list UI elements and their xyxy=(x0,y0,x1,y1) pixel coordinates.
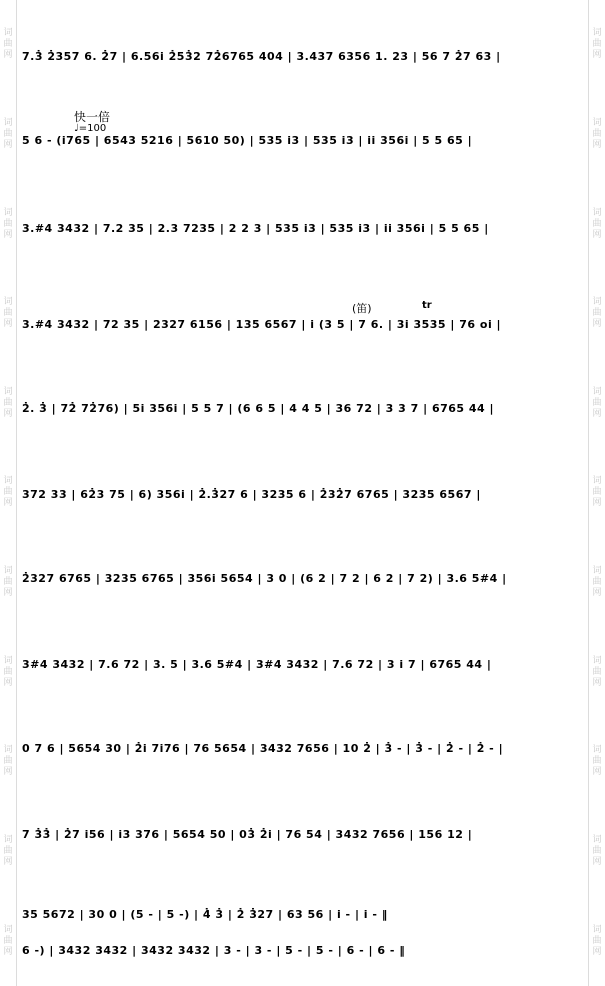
watermark-block: 词 曲 网 xyxy=(592,566,602,599)
watermark-block: 词 曲 网 xyxy=(592,924,602,957)
score-row xyxy=(22,360,583,446)
notation-line: 35 5672 | 30 0 | (5 - | 5 -) | 4̇ 3̇ | 2̇ 3̇27 | 63 56 | i - | i - ‖ xyxy=(22,908,388,921)
watermark-block: 词 曲 网 xyxy=(592,297,602,330)
score-row xyxy=(22,616,583,702)
score-row xyxy=(22,786,583,872)
tempo-marking: 快一倍 xyxy=(74,110,111,124)
watermark-block: 词 曲 网 xyxy=(592,745,602,778)
notation-line: 0 7 6 | 5654 30 | 2̇i 7i76 | 76 5654 | 3432 7656 | 10 2̇ | 3̇ - | 3̇ - | 2̇ - | 2̇ - | xyxy=(22,742,504,755)
notation-line: 7 3̇3̇ | 2̇7 i56 | i3 376 | 5654 50 | 03̇ 2̇i | 76 54 | 3432 7656 | 156 12 | xyxy=(22,828,473,841)
notation-line: 372 33 | 62̇3 75 | 6) 356i | 2̇.3̇27 6 | 3235 6 | 2̇32̇7 6765 | 3235 6567 | xyxy=(22,488,481,501)
notation-line: 2̇. 3̇ | 72̇ 72̇76) | 5i 356i | 5 5 7 | (6 6 5 | 4 4 5 | 36 72 | 3 3 7 | 6765 44 | xyxy=(22,402,495,415)
watermark-block: 词 曲 网 xyxy=(3,386,13,419)
notation-line: 2̇327 6765 | 3235 6765 | 356i 5654 | 3 0 | (6 2 | 7 2 | 6 2 | 7 2) | 3.6 5#4 | xyxy=(22,572,507,585)
watermark-block: 词 曲 网 xyxy=(3,207,13,240)
watermark-block: 词 曲 网 xyxy=(3,117,13,150)
trill-mark: tr xyxy=(422,300,432,311)
notation-line: 7.3̇ 2̇357 6. 2̇7 | 6.56i 2̇53̇2 72̇6765 404 | 3.437 6356 1. 23 | 56 7 2̇7 63 | xyxy=(22,50,501,63)
score-row xyxy=(22,92,583,178)
watermark-block: 词 曲 网 xyxy=(3,655,13,688)
watermark-block: 词 曲 网 xyxy=(3,834,13,867)
score-row xyxy=(22,700,583,786)
watermark-block: 词 曲 网 xyxy=(592,834,602,867)
instrument-label: (笛) xyxy=(352,302,372,315)
notation-line: 3.#4 3432 | 7.2 35 | 2.3 7235 | 2 2 3 | 535 i3 | 535 i3 | ii 356i | 5 5 65 | xyxy=(22,222,489,235)
watermark-block: 词 曲 网 xyxy=(592,117,602,150)
watermark-right xyxy=(588,0,605,986)
watermark-block: 词 曲 网 xyxy=(592,476,602,509)
score-row xyxy=(22,260,583,346)
score-row xyxy=(22,8,583,94)
notation-line: 5 6 - (i765 | 6543 5216 | 5610 50) | 535 i3 | 535 i3 | ii 356i | 5 5 65 | xyxy=(22,134,473,147)
watermark-block: 词 曲 网 xyxy=(3,297,13,330)
watermark-block: 词 曲 网 xyxy=(592,655,602,688)
watermark-block: 词 曲 网 xyxy=(3,28,13,61)
watermark-block: 词 曲 网 xyxy=(592,207,602,240)
notation-line: 3#4 3432 | 7.6 72 | 3. 5 | 3.6 5#4 | 3#4 3432 | 7.6 72 | 3 i 7 | 6765 44 | xyxy=(22,658,492,671)
watermark-block: 词 曲 网 xyxy=(3,566,13,599)
score-row xyxy=(22,446,583,532)
notation-line: 3.#4 3432 | 72 35 | 2327 6156 | 135 6567 | i (3 5 | 7 6. | 3i 3535 | 76 oi | xyxy=(22,318,502,331)
watermark-left xyxy=(0,0,17,986)
watermark-block: 词 曲 网 xyxy=(592,386,602,419)
watermark-block: 词 曲 网 xyxy=(3,476,13,509)
watermark-block: 词 曲 网 xyxy=(3,924,13,957)
score-row xyxy=(22,530,583,616)
metronome-mark: ♩=100 xyxy=(74,123,107,134)
score-row xyxy=(22,180,583,266)
score-row xyxy=(22,866,583,957)
watermark-block: 词 曲 网 xyxy=(3,745,13,778)
notation-line-second-voice: 6 -) | 3432 3432 | 3432 3432 | 3 - | 3 - | 5 - | 5 - | 6 - | 6 - ‖ xyxy=(22,944,406,957)
watermark-block: 词 曲 网 xyxy=(592,28,602,61)
